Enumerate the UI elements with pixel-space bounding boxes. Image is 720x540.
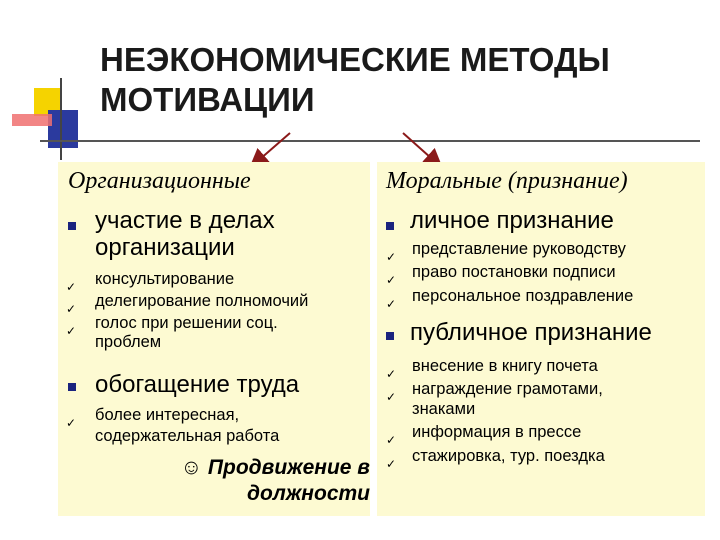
check-icon: ✓ xyxy=(66,280,77,294)
left-group1-label-2: организации xyxy=(95,234,235,261)
check-icon: ✓ xyxy=(386,433,397,447)
right-group2-label: публичное признание xyxy=(410,319,652,346)
check-icon: ✓ xyxy=(386,250,397,264)
right-heading: Моральные (признание) xyxy=(386,168,628,194)
promotion-text xyxy=(140,455,370,507)
check-icon: ✓ xyxy=(66,302,77,316)
right-group1-item: персональное поздравление xyxy=(412,287,634,305)
square-bullet-icon xyxy=(68,383,76,391)
square-bullet-icon xyxy=(386,222,394,230)
right-group1-item: право постановки подписи xyxy=(412,263,616,281)
right-group2-item: знаками xyxy=(412,400,476,418)
right-group2-item: информация в прессе xyxy=(412,423,582,441)
check-icon: ✓ xyxy=(386,390,397,404)
right-group2-item: внесение в книгу почета xyxy=(412,357,598,375)
check-icon: ✓ xyxy=(386,457,397,471)
left-group1-label-1: участие в делах xyxy=(95,207,275,234)
right-group1-label: личное признание xyxy=(410,207,614,234)
check-icon: ✓ xyxy=(386,367,397,381)
right-group2-item: награждение грамотами, xyxy=(412,380,603,398)
check-icon: ✓ xyxy=(66,324,77,338)
promotion-line-2: должности xyxy=(246,482,370,505)
slide-title: НЕЭКОНОМИЧЕСКИЕ МЕТОДЫ МОТИВАЦИИ xyxy=(100,41,610,118)
left-group1-item: делегирование полномочий xyxy=(95,292,309,310)
left-heading: Организационные xyxy=(68,168,251,194)
check-icon: ✓ xyxy=(386,297,397,311)
right-group2-item: стажировка, тур. поездка xyxy=(412,447,605,465)
left-group1-item: консультирование xyxy=(95,270,235,288)
square-bullet-icon xyxy=(68,222,76,230)
left-group1-item: голос при решении соц. xyxy=(95,314,278,332)
check-icon: ✓ xyxy=(386,273,397,287)
left-group2-label: обогащение труда xyxy=(95,371,300,398)
square-bullet-icon xyxy=(386,332,394,340)
promotion-line-1: Продвижение в xyxy=(207,456,370,479)
left-group2-item: более интересная, xyxy=(95,406,240,424)
smiley-icon: ☺ xyxy=(180,456,203,479)
check-icon: ✓ xyxy=(66,416,77,430)
left-group2-item: содержательная работа xyxy=(95,427,280,445)
left-group1-item: проблем xyxy=(95,333,162,351)
right-group1-item: представление руководству xyxy=(412,240,626,258)
